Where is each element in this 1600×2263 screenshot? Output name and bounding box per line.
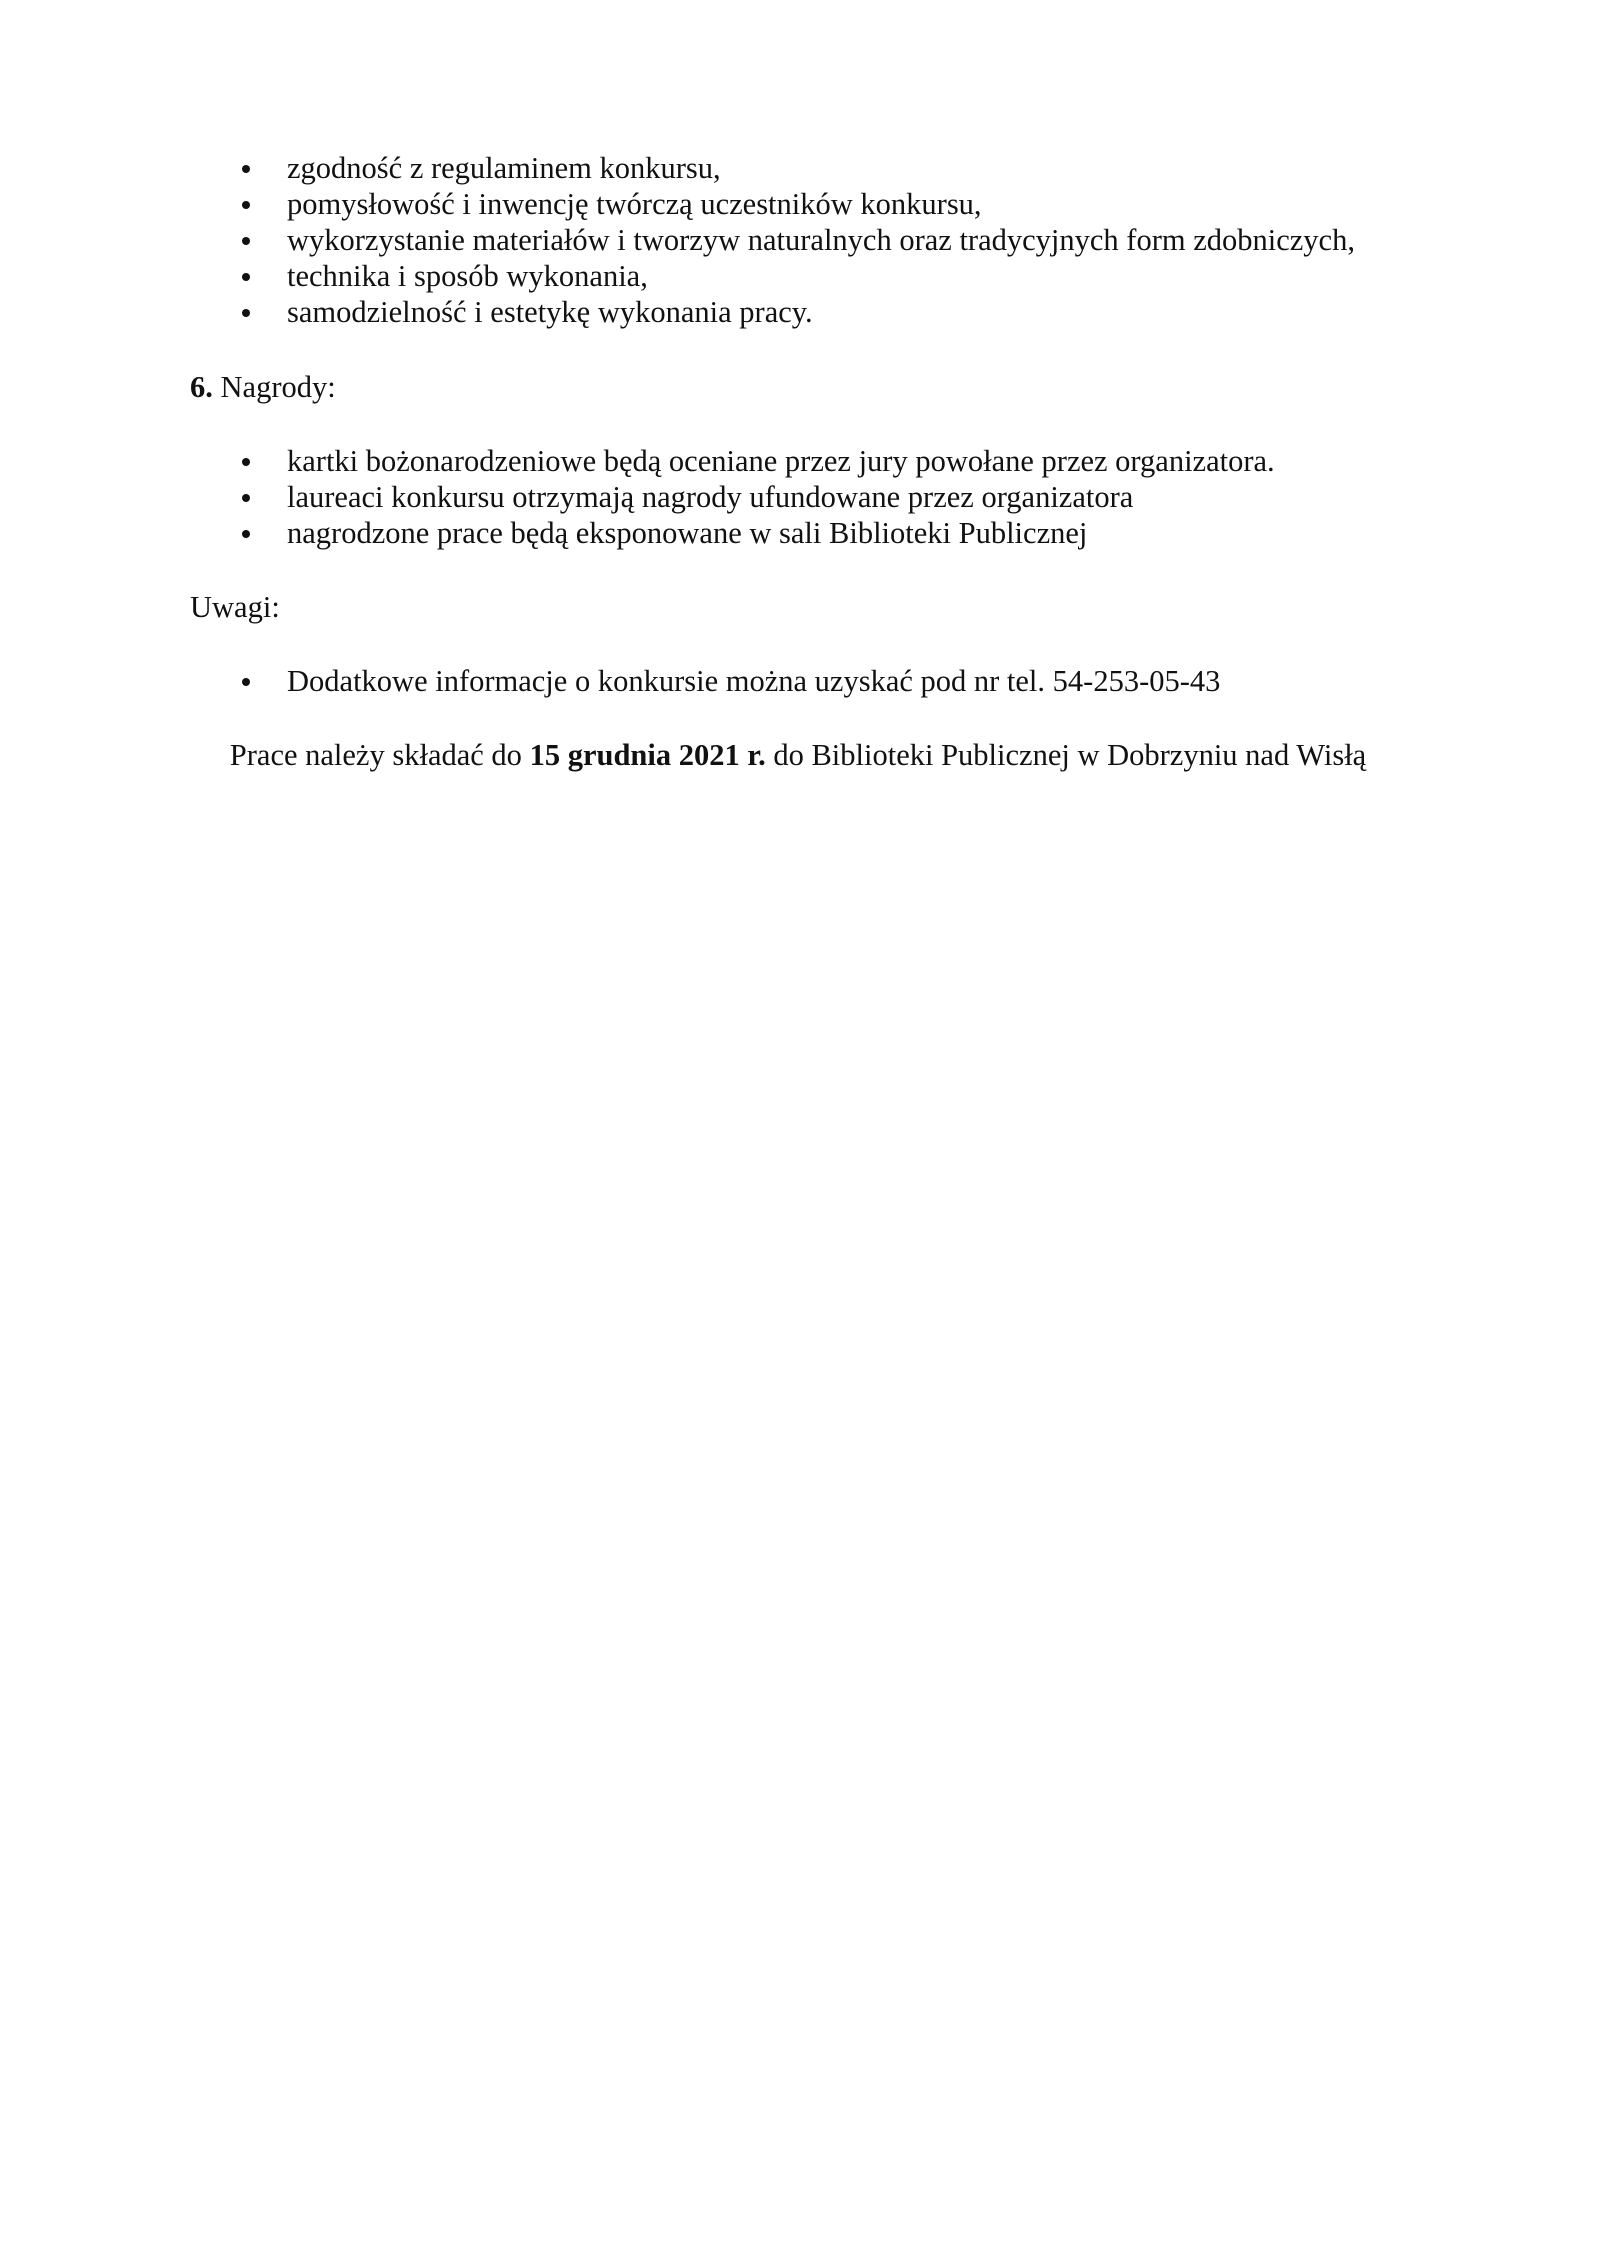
list-item-text: zgodność z regulaminem konkursu, bbox=[287, 151, 721, 185]
deadline-prefix: Prace należy składać do bbox=[229, 738, 530, 772]
bullet-icon bbox=[242, 309, 250, 317]
list-item bbox=[190, 663, 1406, 699]
document-body bbox=[190, 150, 1406, 773]
list-item-text: technika i sposób wykonania, bbox=[287, 259, 648, 293]
list-item bbox=[190, 186, 1406, 222]
list-item-text: laureaci konkursu otrzymają nagrody ufundowane przez organizatora bbox=[287, 480, 1134, 514]
deadline-suffix: do Biblioteki Publicznej w Dobrzyniu nad Wisłą bbox=[765, 738, 1367, 772]
evaluation-criteria-list bbox=[190, 150, 1406, 330]
submission-deadline bbox=[190, 737, 1406, 773]
list-item-text: pomysłowość i inwencję twórczą uczestników konkursu, bbox=[287, 187, 982, 221]
prizes-list bbox=[190, 443, 1406, 551]
list-item bbox=[190, 515, 1406, 551]
notes-list bbox=[190, 663, 1406, 699]
section-title: Nagrody: bbox=[212, 370, 336, 404]
list-item bbox=[190, 479, 1406, 515]
bullet-icon bbox=[242, 165, 250, 173]
list-item-text: samodzielność i estetykę wykonania pracy. bbox=[287, 295, 813, 329]
list-item bbox=[190, 150, 1406, 186]
list-item bbox=[190, 294, 1406, 330]
list-item bbox=[190, 222, 1406, 258]
list-item bbox=[190, 258, 1406, 294]
list-item-text: Dodatkowe informacje o konkursie można uzyskać pod nr tel. 54-253-05-43 bbox=[287, 664, 1221, 698]
bullet-icon bbox=[242, 494, 250, 502]
list-item-text: wykorzystanie materiałów i tworzyw naturalnych oraz tradycyjnych form zdobniczych, bbox=[287, 223, 1355, 257]
bullet-icon bbox=[242, 201, 250, 209]
bullet-icon bbox=[242, 530, 250, 538]
bullet-icon bbox=[242, 237, 250, 245]
prizes-heading bbox=[190, 369, 1406, 405]
list-item bbox=[190, 443, 1406, 479]
deadline-date: 15 grudnia 2021 r. bbox=[529, 738, 766, 772]
list-item-text: kartki bożonarodzeniowe będą oceniane przez jury powołane przez organizatora. bbox=[287, 444, 1275, 478]
bullet-icon bbox=[242, 458, 250, 466]
bullet-icon bbox=[242, 678, 250, 686]
bullet-icon bbox=[242, 273, 250, 281]
section-number: 6. bbox=[190, 370, 213, 404]
notes-heading: Uwagi: bbox=[190, 590, 280, 624]
list-item-text: nagrodzone prace będą eksponowane w sali Biblioteki Publicznej bbox=[287, 516, 1088, 550]
